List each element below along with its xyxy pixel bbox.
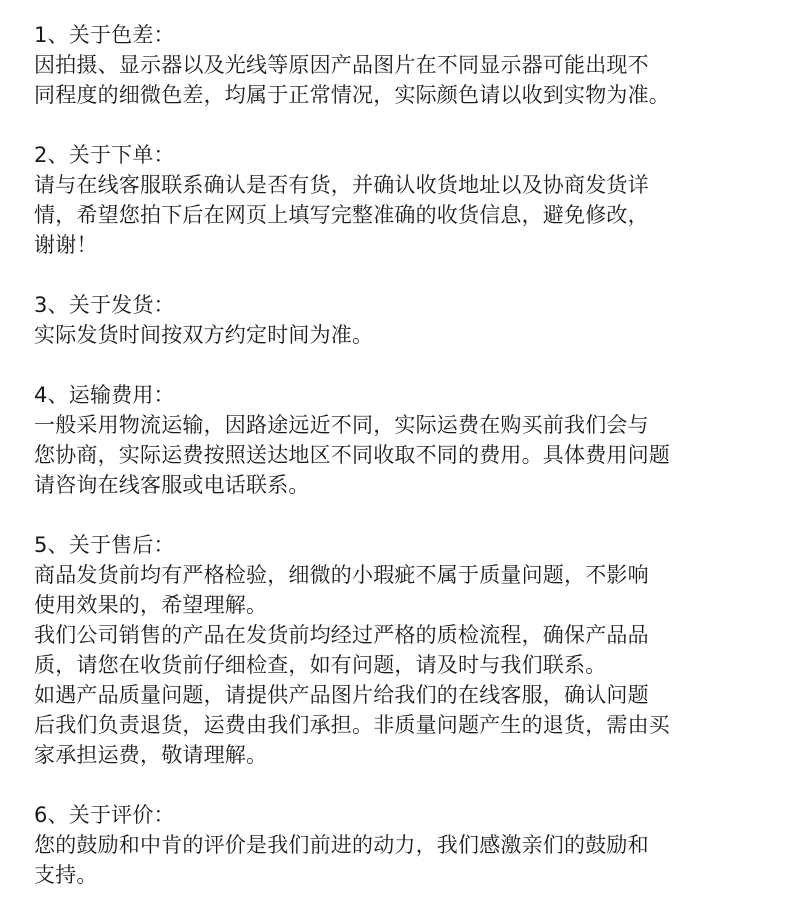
section-line: 使用效果的，希望理解。	[34, 593, 268, 617]
section-shipping-fees	[34, 380, 774, 500]
section-heading: 5、关于售后：	[34, 533, 175, 557]
section-line: 一般采用物流运输，因路途远近不同，实际运费在购买前我们会与	[34, 413, 649, 437]
section-line: 同程度的细微色差，均属于正常情况，实际颜色请以收到实物为准。	[34, 83, 670, 107]
section-line: 您的鼓励和中肯的评价是我们前进的动力，我们感激亲们的鼓励和	[34, 833, 649, 857]
section-line: 我们公司销售的产品在发货前均经过严格的质检流程，确保产品品	[34, 623, 649, 647]
notice-document	[34, 20, 774, 890]
section-after-sales	[34, 530, 774, 770]
section-shipping	[34, 290, 774, 350]
section-line: 因拍摄、显示器以及光线等原因产品图片在不同显示器可能出现不	[34, 53, 649, 77]
section-line: 如遇产品质量问题，请提供产品图片给我们的在线客服，确认问题	[34, 683, 649, 707]
section-line: 您协商，实际运费按照送达地区不同收取不同的费用。具体费用问题	[34, 443, 670, 467]
section-line: 后我们负责退货，运费由我们承担。非质量问题产生的退货，需由买	[34, 713, 670, 737]
section-heading: 2、关于下单：	[34, 143, 175, 167]
section-line: 家承担运费，敬请理解。	[34, 743, 268, 767]
section-line: 请与在线客服联系确认是否有货，并确认收货地址以及协商发货详	[34, 173, 649, 197]
section-heading: 3、关于发货：	[34, 293, 175, 317]
section-line: 谢谢！	[34, 233, 98, 257]
section-heading: 6、关于评价：	[34, 803, 175, 827]
section-reviews	[34, 800, 774, 890]
section-color-difference	[34, 20, 774, 110]
section-line: 实际发货时间按双方约定时间为准。	[34, 323, 374, 347]
section-line: 质，请您在收货前仔细检查，如有问题，请及时与我们联系。	[34, 653, 607, 677]
section-heading: 1、关于色差：	[34, 23, 175, 47]
section-line: 请咨询在线客服或电话联系。	[34, 473, 310, 497]
section-ordering	[34, 140, 774, 260]
section-line: 情，希望您拍下后在网页上填写完整准确的收货信息，避免修改，	[34, 203, 649, 227]
section-line: 商品发货前均有严格检验，细微的小瑕疵不属于质量问题，不影响	[34, 563, 649, 587]
section-line: 支持。	[34, 863, 98, 887]
section-heading: 4、运输费用：	[34, 383, 175, 407]
